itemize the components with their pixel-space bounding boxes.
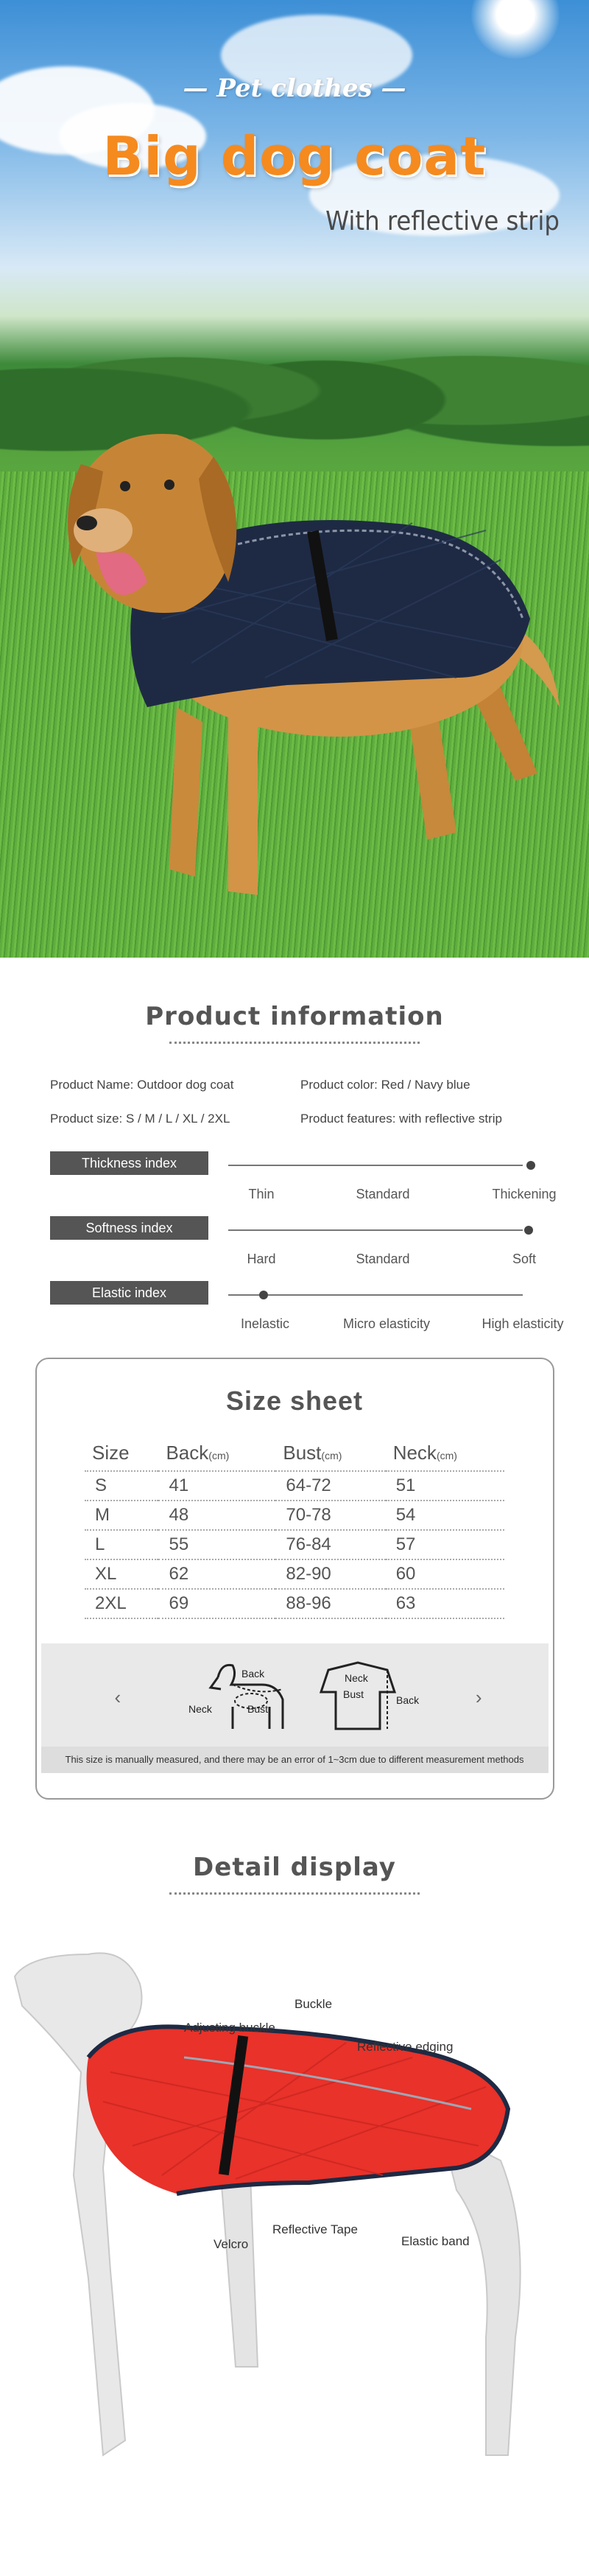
chevron-right-icon: › [475, 1686, 482, 1708]
cell: 63 [386, 1589, 504, 1618]
table-row [85, 1501, 504, 1530]
cell: S [85, 1471, 158, 1501]
bust-label: Bust [247, 1703, 268, 1715]
hero-tagline: With reflective strip [325, 206, 560, 236]
size-sheet-card [35, 1358, 554, 1800]
product-name: Product Name: Outdoor dog coat [50, 1078, 234, 1092]
thickness-option: Thin [248, 1187, 275, 1201]
back-label: Back [241, 1668, 264, 1680]
detail-display-heading: Detail display [193, 1853, 396, 1882]
col-size: Size [85, 1439, 158, 1471]
softness-option: Soft [512, 1252, 537, 1266]
table-row [85, 1559, 504, 1589]
size-table [85, 1439, 504, 1619]
elastic-index-label: Elastic index [50, 1281, 208, 1305]
back-label: Back [395, 1694, 419, 1706]
cell: 48 [158, 1501, 275, 1530]
cell: 55 [158, 1530, 275, 1559]
product-info-section [0, 958, 589, 1336]
bust-label: Bust [342, 1688, 364, 1700]
cell: 54 [386, 1501, 504, 1530]
cell: M [85, 1501, 158, 1530]
cell: 64-72 [275, 1471, 385, 1501]
thickness-option: Standard [356, 1187, 410, 1201]
size-sheet-title: Size sheet [225, 1386, 364, 1416]
neck-label: Neck [344, 1672, 368, 1684]
elastic-index-row [44, 1281, 564, 1336]
cell: 88-96 [275, 1589, 385, 1618]
measurement-diagram [41, 1643, 549, 1751]
thickness-index-label: Thickness index [50, 1151, 208, 1175]
callout-reflective-tape: Reflective Tape [272, 2222, 358, 2236]
elastic-index-track [228, 1294, 564, 1331]
cell: 62 [158, 1559, 275, 1589]
thickness-index-knob [526, 1161, 535, 1170]
measure-coat-diagram [314, 1655, 424, 1736]
cell: XL [85, 1559, 158, 1589]
cell: L [85, 1530, 158, 1559]
softness-index-knob [524, 1226, 533, 1235]
cell: 82-90 [275, 1559, 385, 1589]
softness-index-track [228, 1229, 537, 1266]
callout-velcro: Velcro [214, 2237, 249, 2251]
table-row [85, 1471, 504, 1501]
col-back: Back(cm) [158, 1439, 275, 1471]
detail-display-section [0, 1800, 589, 2576]
elastic-option: Inelastic [240, 1316, 290, 1331]
cell: 2XL [85, 1589, 158, 1618]
cell: 41 [158, 1471, 275, 1501]
thickness-index-track [228, 1165, 557, 1201]
product-features: Product features: with reflective strip [300, 1112, 503, 1126]
softness-index-label: Softness index [50, 1216, 208, 1240]
hero-title: Big dog coat [102, 125, 487, 187]
col-neck: Neck(cm) [386, 1439, 504, 1471]
measurement-note: This size is manually measured, and there may be an error of 1~3cm due to different measurement methods [41, 1747, 549, 1773]
callout-buckle: Buckle [294, 1997, 333, 2011]
neck-label: Neck [188, 1703, 212, 1715]
col-bust: Bust(cm) [275, 1439, 385, 1471]
cell: 70-78 [275, 1501, 385, 1530]
callout-reflective-edging: Reflective edging [357, 2040, 454, 2054]
cell: 76-84 [275, 1530, 385, 1559]
golden-retriever-photo [44, 398, 560, 913]
measure-dog-side-diagram [188, 1655, 299, 1736]
product-info-heading: Product information [145, 1002, 444, 1031]
thickness-option: Thickening [492, 1187, 557, 1201]
size-table-header [85, 1439, 504, 1471]
softness-option: Standard [356, 1252, 410, 1266]
table-row [85, 1589, 504, 1618]
product-size: Product size: S / M / L / XL / 2XL [50, 1112, 230, 1126]
dotted-divider [169, 1042, 420, 1044]
cell: 51 [386, 1471, 504, 1501]
chevron-left-icon: ‹ [114, 1686, 121, 1708]
elastic-option: High elasticity [482, 1316, 564, 1331]
sun [471, 0, 560, 59]
elastic-option: Micro elasticity [342, 1316, 431, 1331]
cell: 57 [386, 1530, 504, 1559]
hero-banner [0, 0, 589, 958]
callout-elastic-band: Elastic band [401, 2234, 470, 2248]
table-row [85, 1530, 504, 1559]
product-info-grid [44, 1078, 545, 1126]
cell: 60 [386, 1559, 504, 1589]
product-color: Product color: Red / Navy blue [300, 1078, 470, 1092]
callout-adjusting-buckle: Adjusting buckle [184, 2021, 275, 2035]
cell: 69 [158, 1589, 275, 1618]
hero-subtitle: — Pet clothes — [183, 74, 406, 103]
softness-option: Hard [247, 1252, 276, 1266]
elastic-index-knob [259, 1291, 268, 1299]
softness-index-row [44, 1216, 545, 1271]
dotted-divider [169, 1892, 420, 1895]
thickness-index-row [44, 1151, 557, 1206]
